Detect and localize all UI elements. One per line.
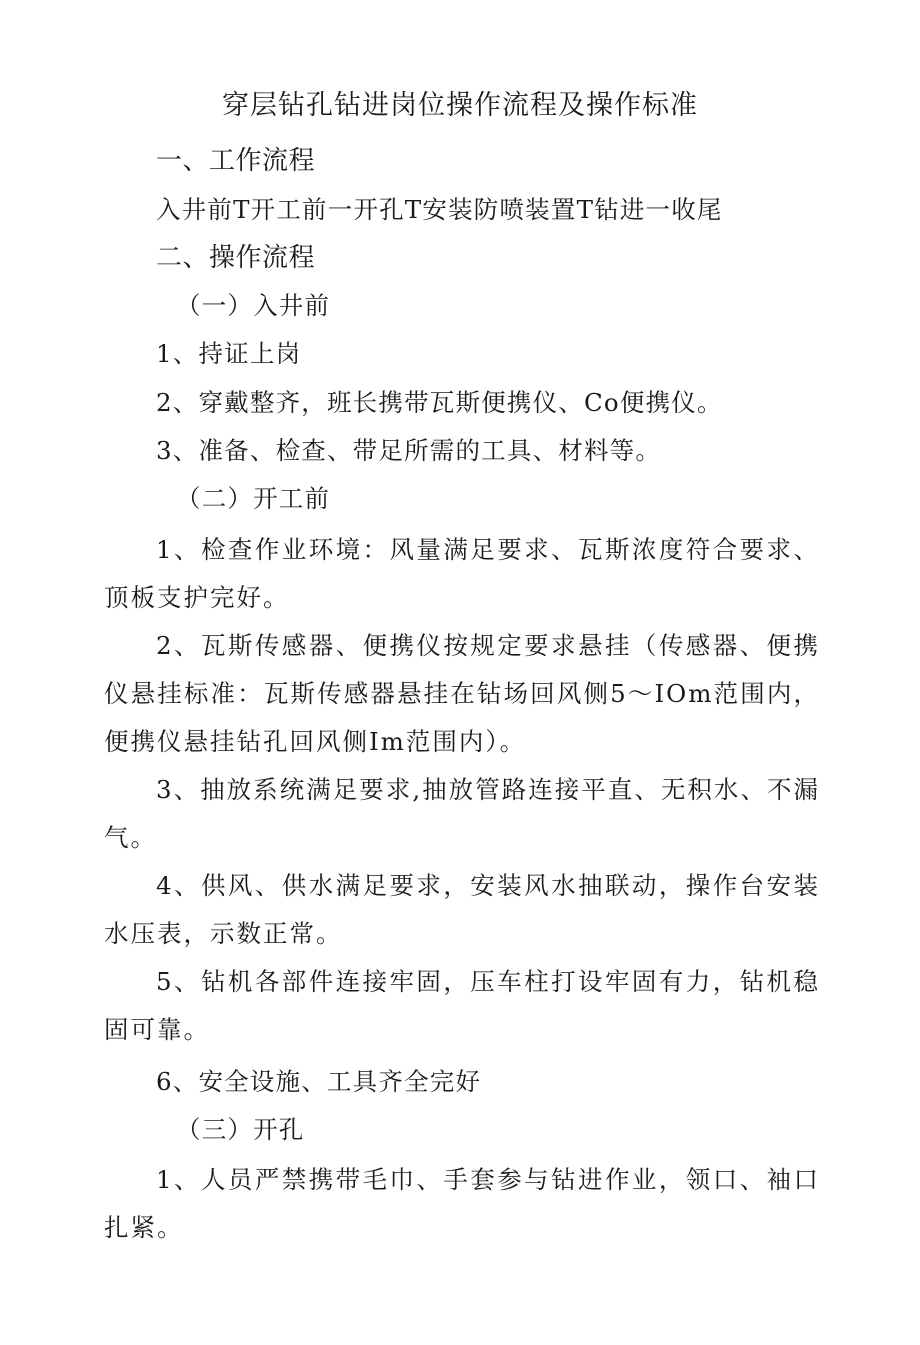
list-item: 3、抽放系统满足要求,抽放管路连接平直、无积水、不漏气。 — [104, 775, 820, 852]
section-heading-operation: 二、操作流程 — [156, 243, 316, 273]
list-item: 1、检查作业环境：风量满足要求、瓦斯浓度符合要求、顶板支护完好。 — [104, 535, 820, 612]
list-item: 1、持证上岗 — [156, 339, 302, 368]
list-item: 4、供风、供水满足要求，安装风水抽联动，操作台安装水压表，示数正常。 — [104, 871, 820, 948]
list-item: 6、安全设施、工具齐全完好 — [156, 1067, 482, 1096]
subsection-heading-drilling-start: （三）开孔 — [176, 1115, 305, 1144]
list-item: 3、准备、检查、带足所需的工具、材料等。 — [156, 436, 662, 465]
subsection-heading-before-work: （二）开工前 — [176, 484, 331, 513]
list-item: 2、瓦斯传感器、便携仪按规定要求悬挂（传感器、便携仪悬挂标准：瓦斯传感器悬挂在钻场回风侧5～IOm范围内，便携仪悬挂钻孔回风侧Im范围内）。 — [104, 631, 820, 756]
workflow-sequence-line: 入井前T开工前一开孔T安装防喷装置T钻进一收尾 — [156, 195, 723, 224]
subsection-heading-before-entering: （一）入井前 — [176, 291, 331, 320]
list-item: 1、人员严禁携带毛巾、手套参与钻进作业，领口、袖口扎紧。 — [104, 1165, 820, 1242]
document-title: 穿层钻孔钻进岗位操作流程及操作标准 — [222, 90, 698, 121]
list-item: 5、钻机各部件连接牢固，压车柱打设牢固有力，钻机稳固可靠。 — [104, 967, 820, 1044]
section-heading-workflow: 一、工作流程 — [156, 146, 316, 176]
list-item: 2、穿戴整齐，班长携带瓦斯便携仪、Co便携仪。 — [156, 388, 723, 417]
